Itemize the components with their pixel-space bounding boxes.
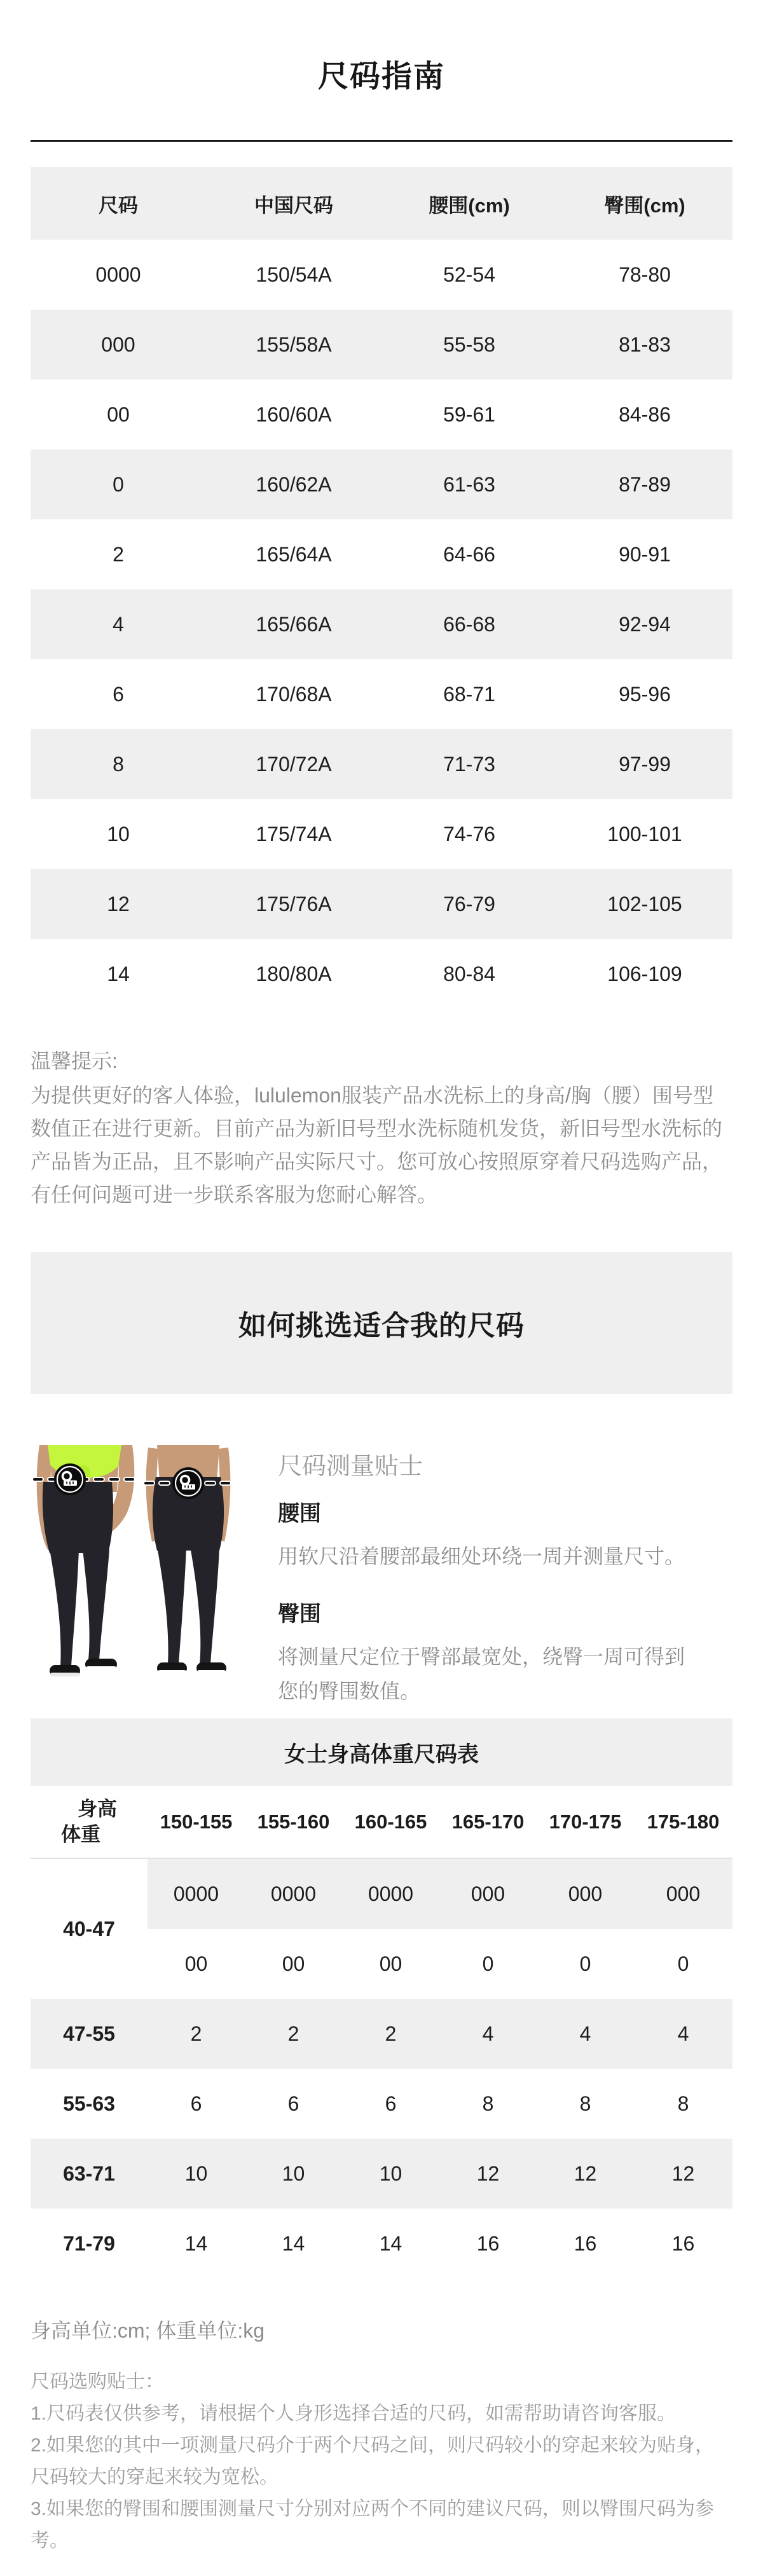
size-value-cell: 00	[184, 1952, 208, 1975]
waist-cell: 59-61	[443, 402, 495, 426]
hip-cell: 81-83	[557, 310, 732, 380]
cn-size-cell: 170/72A	[206, 729, 382, 799]
size-guide-page	[0, 20, 763, 2576]
hw-row	[31, 2069, 732, 2139]
size-value-cell: 16	[671, 2231, 695, 2255]
hip-cell: 95-96	[619, 682, 671, 706]
weight-range-cell: 47-55	[31, 1999, 148, 2069]
cn-size-cell: 165/66A	[206, 589, 382, 659]
size-cell: 2	[113, 542, 124, 566]
size-value-cell: 16	[476, 2231, 500, 2255]
how-to-choose-title: 如何挑选适合我的尺码	[238, 1310, 525, 1342]
hip-cell: 90-91	[619, 542, 671, 566]
waist-cell: 55-58	[382, 310, 557, 380]
height-range-header: 160-165	[342, 1786, 439, 1858]
table-row	[31, 799, 732, 869]
hip-cell: 78-80	[619, 263, 671, 286]
height-range-header: 170-175	[537, 1786, 634, 1858]
table-row	[31, 310, 732, 380]
size-value-cell: 14	[379, 2231, 402, 2255]
hw-row	[31, 1999, 732, 2069]
product-photo-front	[31, 1445, 141, 1680]
table-row	[31, 240, 732, 310]
cn-size-cell: 155/58A	[206, 310, 382, 380]
title-divider-line	[31, 140, 732, 142]
size-table	[31, 167, 732, 1009]
size-value-cell: 16	[574, 2231, 597, 2255]
measure-tips-title: 尺码测量贴士	[278, 1453, 423, 1481]
waist-cell: 74-76	[443, 822, 495, 846]
size-cell: 10	[107, 822, 130, 846]
table-row	[31, 729, 732, 799]
size-value-cell: 10	[245, 2139, 342, 2209]
cn-size-cell: 150/54A	[256, 263, 332, 286]
cn-size-cell: 160/62A	[206, 449, 382, 519]
hip-label: 臀围	[278, 1602, 321, 1627]
size-cell: 6	[113, 682, 124, 706]
purchase-tips-block	[31, 2366, 732, 2576]
col-header-waist: 腰围(cm)	[382, 167, 557, 240]
height-range-header: 155-160	[245, 1786, 342, 1858]
hip-cell: 100-101	[607, 822, 682, 846]
table-row	[31, 939, 732, 1009]
size-value-cell: 12	[634, 2139, 732, 2209]
purchase-tips-title: 尺码选购贴士：	[31, 2371, 164, 2393]
purchase-tip-item: 1.尺码表仅供参考，请根据个人身形选择合适的尺码，如需帮助请咨询客服。	[31, 2403, 677, 2425]
units-note: 身高单位:cm; 体重单位:kg	[31, 2319, 265, 2343]
measuring-tape-badge-icon	[172, 1467, 204, 1499]
cn-size-cell: 170/68A	[256, 682, 332, 706]
size-value-cell: 0000	[148, 1858, 245, 1929]
size-value-cell: 6	[385, 2092, 397, 2115]
waist-cell: 68-71	[443, 682, 495, 706]
page-title: 尺码指南	[317, 60, 445, 94]
measuring-tape-badge-icon	[54, 1463, 86, 1495]
table-row	[31, 659, 732, 729]
product-photo-back	[141, 1445, 236, 1680]
size-value-cell: 4	[439, 1999, 537, 2069]
corner-header	[31, 1786, 148, 1858]
size-cell: 4	[31, 589, 206, 659]
size-value-cell: 0000	[245, 1858, 342, 1929]
size-value-cell: 2	[245, 1999, 342, 2069]
size-value-cell: 10	[342, 2139, 439, 2209]
height-weight-table-title-band	[31, 1718, 732, 1786]
cn-size-cell: 175/74A	[256, 822, 332, 846]
hip-cell: 102-105	[557, 869, 732, 939]
waist-cell: 61-63	[382, 449, 557, 519]
size-value-cell: 6	[190, 2092, 202, 2115]
weight-range-cell: 71-79	[63, 2231, 115, 2255]
size-value-cell: 0	[482, 1952, 494, 1975]
table-row	[31, 380, 732, 449]
size-cell: 14	[107, 962, 130, 985]
size-cell: 8	[31, 729, 206, 799]
height-weight-table-title: 女士身高体重尺码表	[284, 1742, 479, 1767]
waist-description: 用软尺沿着腰部最细处环绕一周并测量尺寸。	[278, 1545, 685, 1568]
size-table-section	[31, 167, 732, 1009]
hw-row	[31, 2139, 732, 2209]
hw-row	[31, 2209, 732, 2278]
size-value-cell: 10	[148, 2139, 245, 2209]
height-weight-table	[31, 1786, 732, 2278]
size-cell: 0000	[95, 263, 141, 286]
size-value-cell: 2	[342, 1999, 439, 2069]
cn-size-cell: 165/64A	[256, 542, 332, 566]
col-header-hip: 臀围(cm)	[557, 167, 732, 240]
size-cell: 12	[31, 869, 206, 939]
size-value-cell: 000	[634, 1858, 732, 1929]
table-row	[31, 519, 732, 589]
size-value-cell: 000	[439, 1858, 537, 1929]
size-value-cell: 12	[439, 2139, 537, 2209]
table-row	[31, 589, 732, 659]
height-range-header: 150-155	[148, 1786, 245, 1858]
size-value-cell: 2	[148, 1999, 245, 2069]
notice-body: 为提供更好的客人体验，lululemon服装产品水洗标上的身高/胸（腰）围号型数值正在进行更新。目前产品为新旧号型水洗标随机发货，新旧号型水洗标的产品皆为正品，且不影响产品实际尺寸。您可放心按照原穿着尺码选购产品，有任何问题可进一步联系客服为您耐心解答。	[31, 1084, 723, 1207]
size-value-cell: 14	[184, 2231, 208, 2255]
table-row	[31, 869, 732, 939]
height-range-header: 165-170	[439, 1786, 537, 1858]
size-value-cell: 12	[537, 2139, 634, 2209]
waist-cell: 52-54	[443, 263, 495, 286]
cn-size-cell: 180/80A	[256, 962, 332, 985]
hip-cell: 106-109	[607, 962, 682, 985]
cn-size-cell: 160/60A	[256, 402, 332, 426]
waist-cell: 80-84	[443, 962, 495, 985]
size-value-cell: 00	[282, 1952, 305, 1975]
hip-cell: 87-89	[557, 449, 732, 519]
height-range-header: 175-180	[634, 1786, 732, 1858]
size-value-cell: 8	[482, 2092, 494, 2115]
size-value-cell: 000	[537, 1858, 634, 1929]
measure-tips-section	[31, 1445, 732, 1708]
size-cell: 00	[107, 402, 130, 426]
size-value-cell: 6	[287, 2092, 299, 2115]
purchase-tip-item: 3.如果您的臀围和腰围测量尺寸分别对应两个不同的建议尺码，则以臀围尺码为参考。	[31, 2498, 715, 2552]
waist-cell: 76-79	[382, 869, 557, 939]
hip-description: 将测量尺定位于臀部最宽处，绕臀一周可得到您的臀围数值。	[278, 1645, 685, 1703]
height-weight-table-section	[31, 1786, 732, 2278]
hw-header-row	[31, 1786, 732, 1858]
cn-size-cell: 175/76A	[206, 869, 382, 939]
hip-cell: 97-99	[557, 729, 732, 799]
waist-label: 腰围	[278, 1502, 321, 1526]
weight-axis-label: 体重	[61, 1823, 100, 1846]
size-cell: 0	[31, 449, 206, 519]
hw-row-40-47-top	[31, 1858, 732, 1929]
col-header-cn-size: 中国尺码	[206, 167, 382, 240]
col-header-size: 尺码	[31, 167, 206, 240]
purchase-tip-item: 2.如果您的其中一项测量尺码介于两个尺码之间，则尺码较小的穿起来较为贴身，尺码较大的穿起来较为宽松。	[31, 2435, 715, 2488]
height-axis-label: 身高	[78, 1797, 117, 1820]
hip-cell: 84-86	[619, 402, 671, 426]
weight-range-cell: 40-47	[63, 1917, 115, 1940]
measure-tips-text	[278, 1445, 685, 1708]
weight-range-cell: 63-71	[31, 2139, 148, 2209]
table-row	[31, 449, 732, 519]
size-cell: 000	[31, 310, 206, 380]
waist-cell: 64-66	[443, 542, 495, 566]
size-value-cell: 14	[282, 2231, 305, 2255]
size-value-cell: 00	[379, 1952, 402, 1975]
how-to-choose-banner	[31, 1252, 732, 1394]
waist-cell: 71-73	[382, 729, 557, 799]
notice-title: 温馨提示:	[31, 1050, 118, 1073]
hip-cell: 92-94	[557, 589, 732, 659]
size-table-header-row	[31, 167, 732, 240]
size-value-cell: 8	[579, 2092, 591, 2115]
size-value-cell: 0	[579, 1952, 591, 1975]
waist-cell: 66-68	[382, 589, 557, 659]
size-value-cell: 0	[677, 1952, 689, 1975]
size-value-cell: 0000	[342, 1858, 439, 1929]
size-value-cell: 8	[677, 2092, 689, 2115]
size-value-cell: 4	[537, 1999, 634, 2069]
size-value-cell: 4	[634, 1999, 732, 2069]
weight-range-cell: 55-63	[63, 2092, 115, 2115]
notice-block	[31, 1045, 732, 1211]
